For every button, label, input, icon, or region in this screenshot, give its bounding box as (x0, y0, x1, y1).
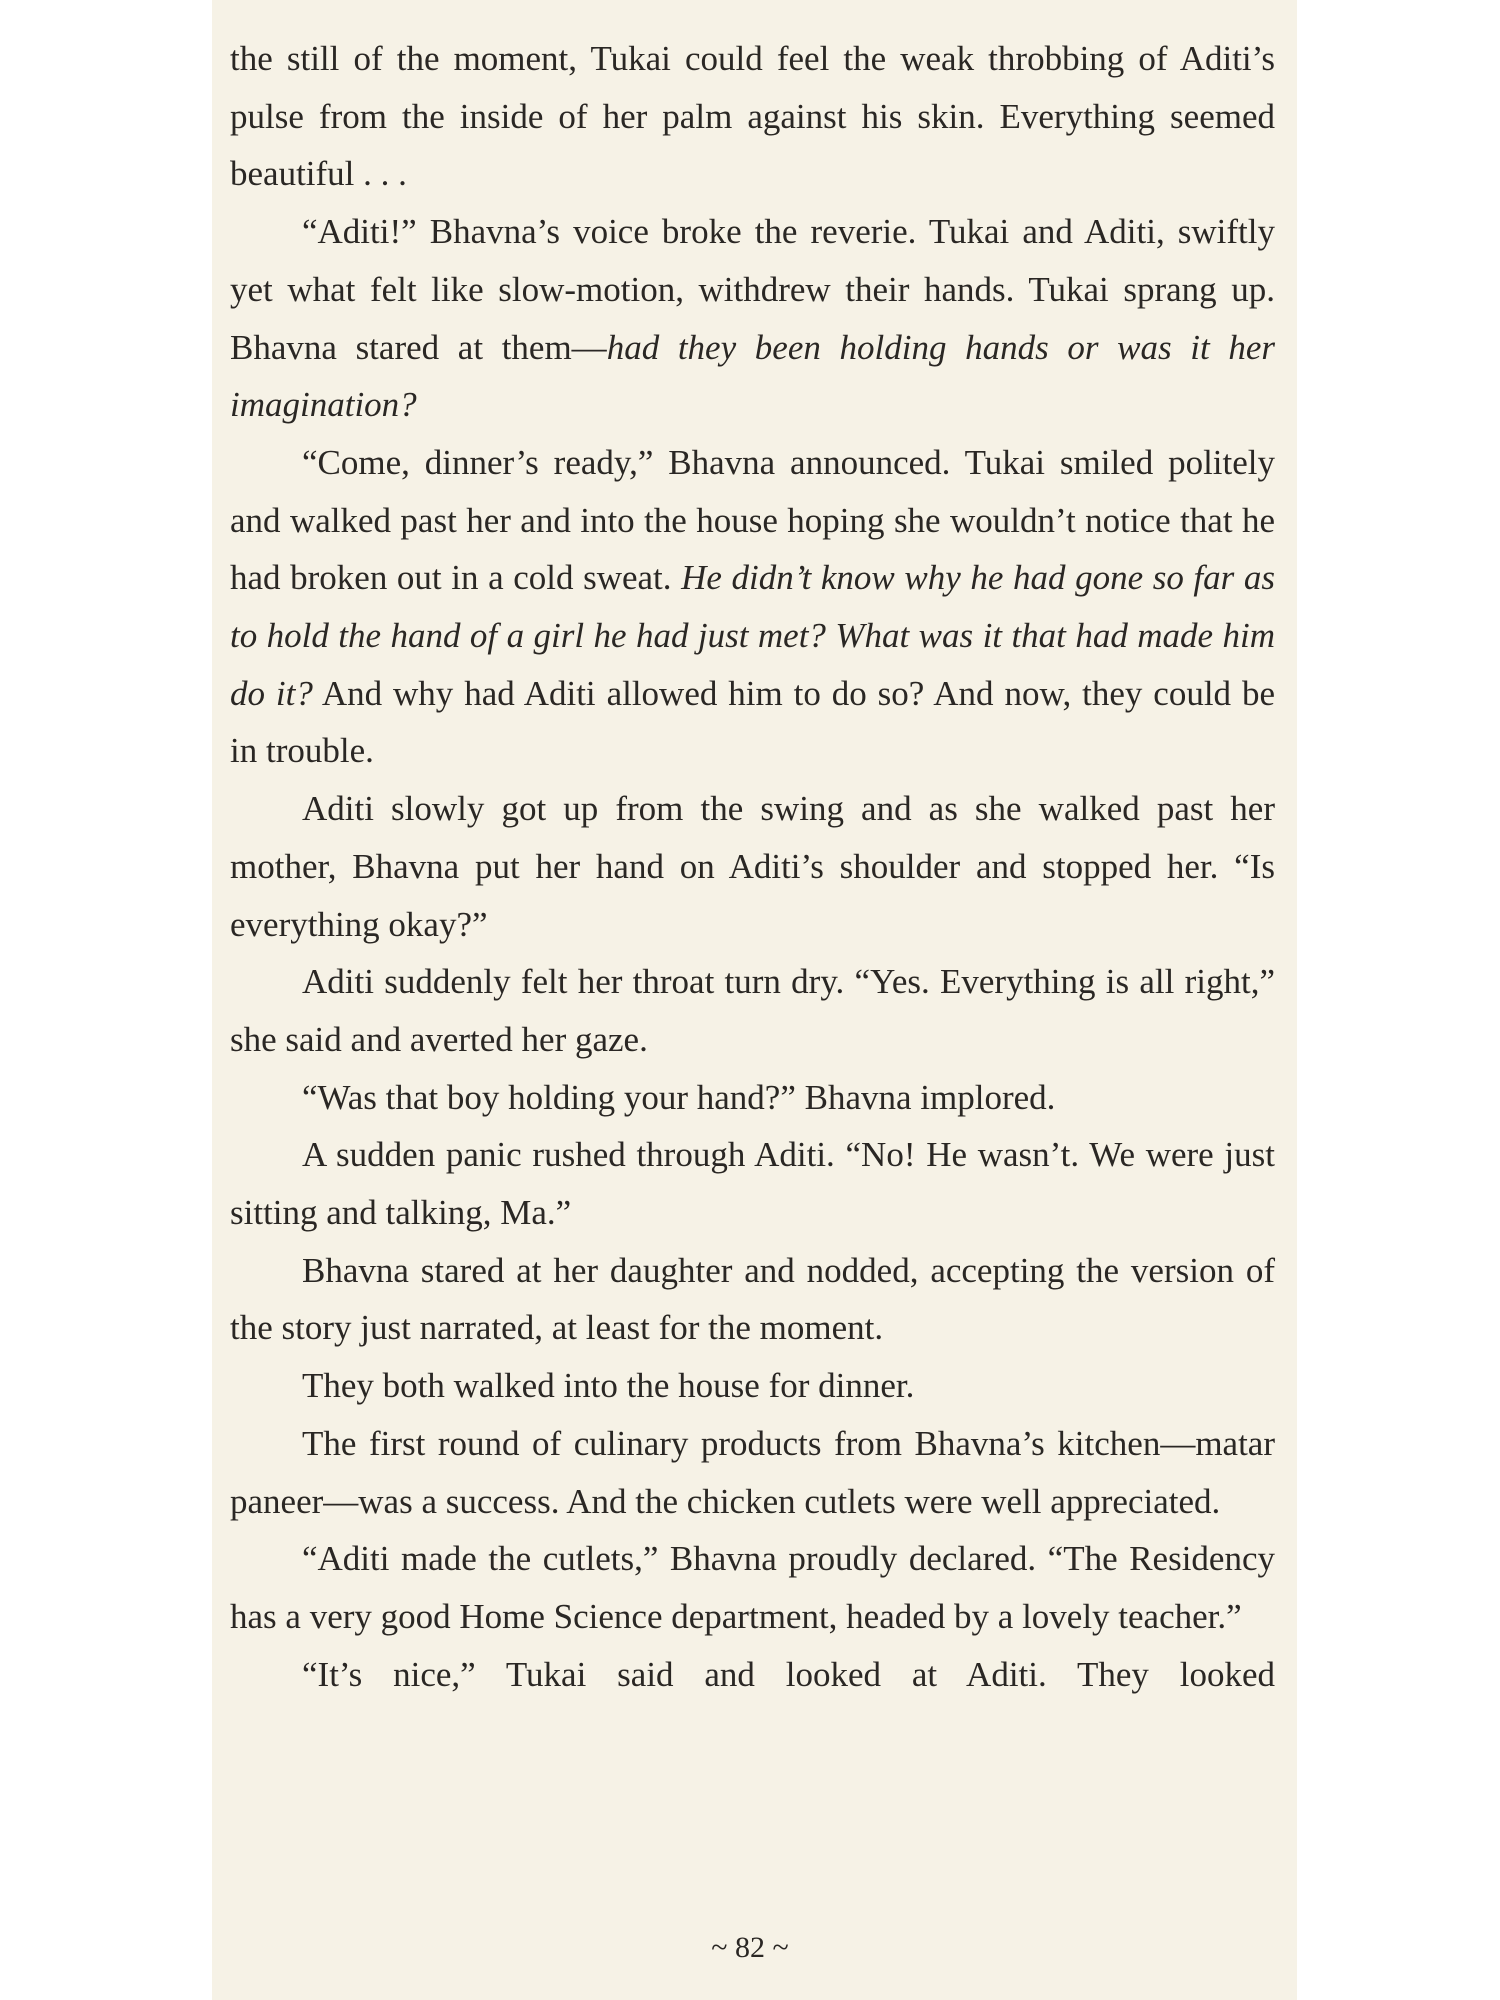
text-segment: The first round of culinary products from Bhavna’s kitchen—matar paneer—was a success. And the chicken cutlets were well appreciated. (230, 1423, 1275, 1521)
page-body-text (230, 30, 1275, 1703)
paragraph (230, 203, 1275, 434)
text-segment: “Aditi made the cutlets,” Bhavna proudly declared. “The Residency has a very good Home Science department, headed by a lovely teacher.” (230, 1539, 1275, 1636)
paragraph (230, 1646, 1275, 1704)
paragraph (230, 1069, 1275, 1127)
text-segment: “It’s nice,” Tukai said and looked at Aditi. They looked (302, 1654, 1275, 1694)
text-segment: Aditi suddenly felt her throat turn dry. “Yes. Everything is all right,” she said and averted her gaze. (230, 962, 1275, 1059)
text-segment: And why had Aditi allowed him to do so? And now, they could be in trouble. (230, 673, 1275, 771)
paragraph (230, 434, 1275, 780)
text-segment: “Come, dinner’s ready,” Bhavna announced. Tukai smiled politely and walked past her and into the house hoping she wouldn’t notice that he had broken out in a cold sweat. (230, 442, 1275, 598)
paragraph (230, 1242, 1275, 1357)
text-segment: Bhavna stared at her daughter and nodded, accepting the version of the story just narrated, at least for the moment. (230, 1250, 1275, 1348)
text-segment: They both walked into the house for dinner. (302, 1366, 915, 1406)
text-segment: the still of the moment, Tukai could feel the weak throbbing of Aditi’s pulse from the inside of her palm against his skin. Everything seemed beautiful . . . (230, 39, 1275, 194)
text-segment: “Aditi!” Bhavna’s voice broke the reverie. Tukai and Aditi, swiftly yet what felt like slow-motion, withdrew their hands. Tukai sprang up. Bhavna stared at them— (230, 212, 1275, 367)
paragraph (230, 1126, 1275, 1241)
italic-text-segment: had they been holding hands or was it her imagination? (230, 327, 1276, 425)
paragraph (230, 1357, 1275, 1415)
paragraph (230, 1530, 1275, 1645)
paragraph (230, 1415, 1275, 1530)
page-number: ~ 82 ~ (711, 1931, 789, 1964)
italic-text-segment: He didn’t know why he had gone so far as to hold the hand of a girl he had just met? What was it that had made him do it? (230, 558, 1275, 713)
paragraph (230, 780, 1275, 953)
paragraph (230, 30, 1275, 203)
text-segment: A sudden panic rushed through Aditi. “No! He wasn’t. We were just sitting and talking, Ma.” (230, 1135, 1275, 1233)
paragraph (230, 953, 1275, 1068)
text-segment: “Was that boy holding your hand?” Bhavna implored. (302, 1077, 1056, 1117)
text-segment: Aditi slowly got up from the swing and as she walked past her mother, Bhavna put her hand on Aditi’s shoulder and stopped her. “Is everything okay?” (230, 789, 1275, 944)
